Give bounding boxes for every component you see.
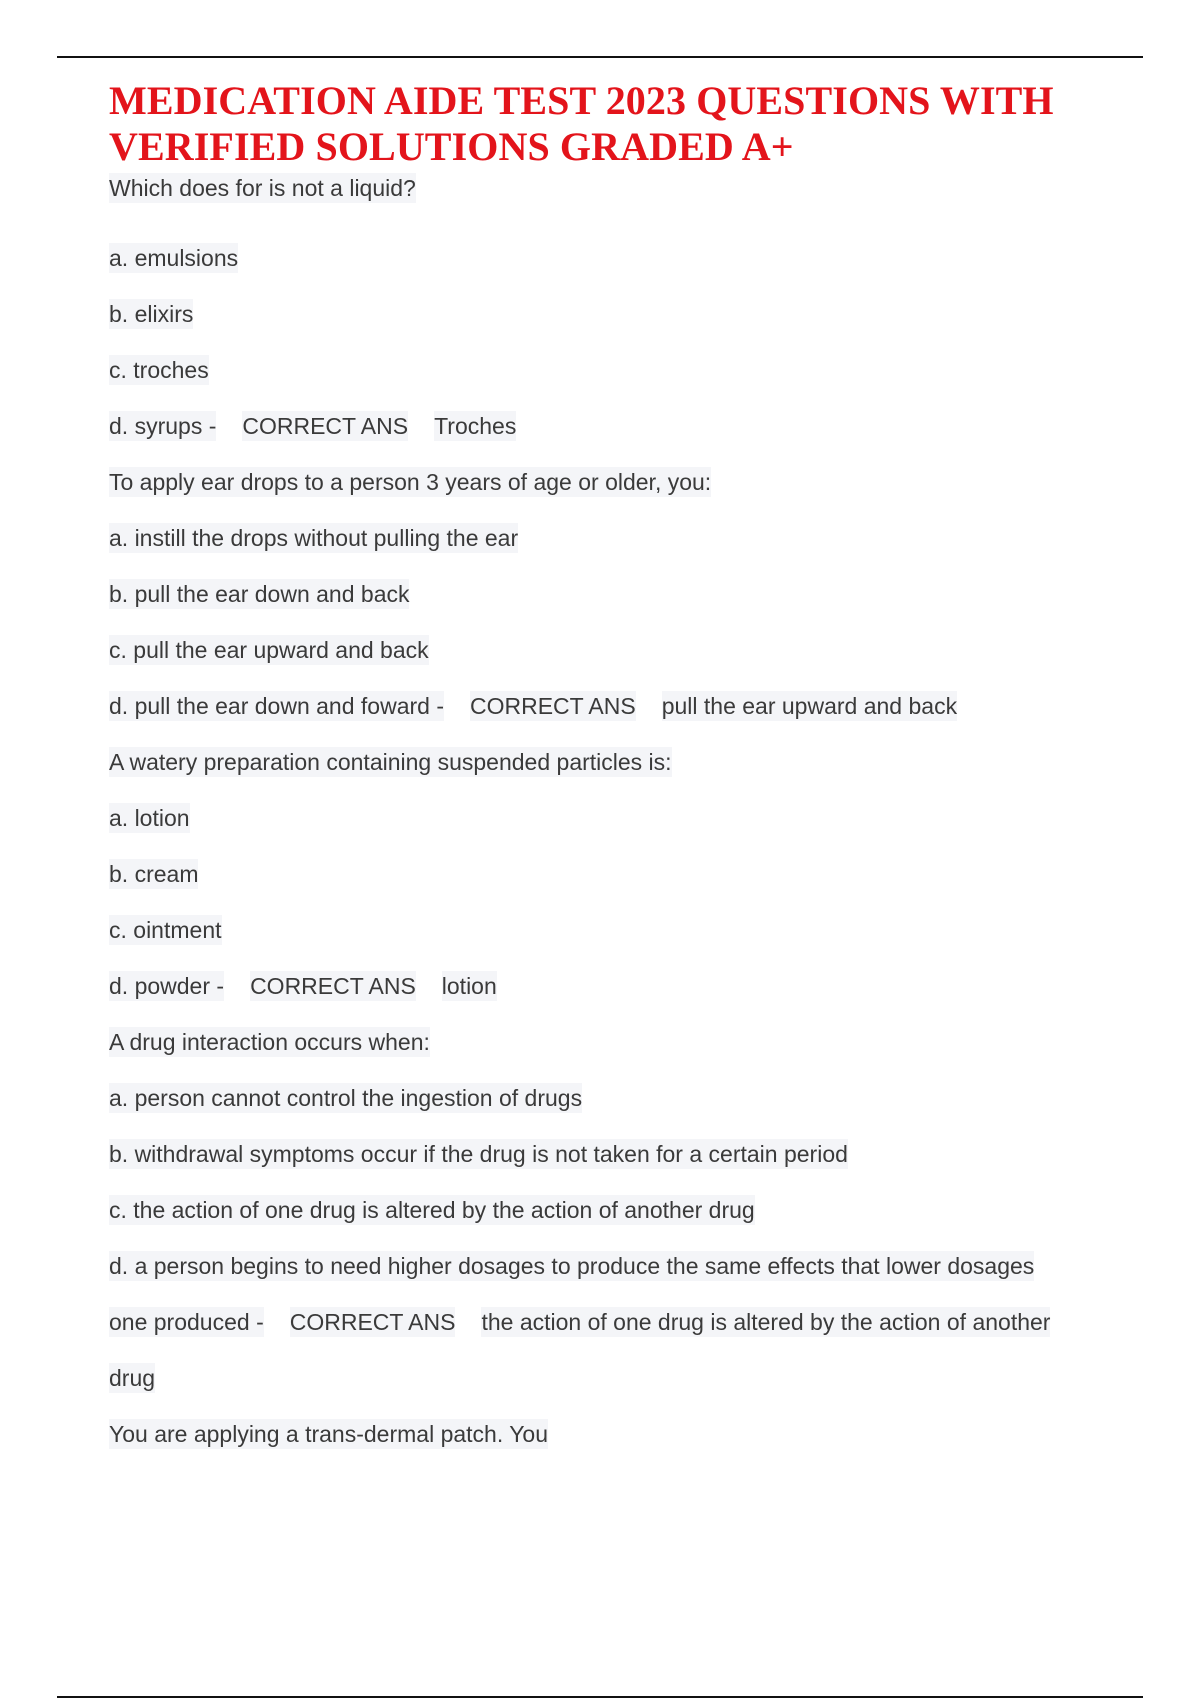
line-text: c. troches [109,357,209,383]
line-text: a. person cannot control the ingestion of drugs [109,1085,583,1111]
line-text: d. pull the ear down and foward - [109,693,444,719]
text-line [109,286,1109,342]
text-line [109,1182,1109,1238]
line-text: b. withdrawal symptoms occur if the drug is not taken for a certain period [109,1141,848,1167]
line-text: You are applying a trans-dermal patch. You [109,1421,549,1447]
text-line [109,1014,1109,1070]
text-line [109,1238,1109,1294]
line-text: A watery preparation containing suspended particles is: [109,749,672,775]
title-line-2: VERIFIED SOLUTIONS GRADED A+ [109,124,794,169]
document-body [109,78,1109,1462]
text-line [109,566,1109,622]
correct-answer-text: pull the ear upward and back [661,693,958,719]
correct-answer-text: lotion [441,973,497,999]
top-rule [57,56,1143,58]
text-line [109,230,1109,286]
correct-answer-tag: CORRECT ANS [289,1309,456,1335]
answer-line [109,1294,1109,1350]
line-text: one produced - [109,1309,264,1335]
correct-answer-text: the action of one drug is altered by the action of another [481,1309,1051,1335]
question-list [109,174,1109,1462]
title-line-1: MEDICATION AIDE TEST 2023 QUESTIONS WITH [109,78,1054,123]
text-line [109,454,1109,510]
line-text: a. emulsions [109,245,239,271]
answer-line [109,678,1109,734]
line-text: To apply ear drops to a person 3 years of age or older, you: [109,469,712,495]
text-line [109,902,1109,958]
text-line [109,1070,1109,1126]
correct-answer-tag: CORRECT ANS [242,413,409,439]
line-text: Which does for is not a liquid? [109,175,416,201]
line-text: d. powder - [109,973,225,999]
line-text: drug [109,1365,156,1391]
text-line [109,734,1109,790]
text-line [109,174,1109,202]
answer-line [109,398,1109,454]
correct-answer-text: Troches [434,413,517,439]
text-line [109,342,1109,398]
line-text: b. cream [109,861,199,887]
line-text: d. a person begins to need higher dosages to produce the same effects that lower dosages [109,1253,1035,1279]
correct-answer-tag: CORRECT ANS [250,973,416,999]
line-text: c. the action of one drug is altered by the action of another drug [109,1197,755,1223]
line-text: a. lotion [109,805,190,831]
line-text: c. pull the ear upward and back [109,637,429,663]
bottom-rule [57,1696,1143,1698]
text-line [109,790,1109,846]
text-line [109,510,1109,566]
line-text: c. ointment [109,917,222,943]
document-title [109,78,1109,170]
line-text: b. pull the ear down and back [109,581,410,607]
text-line [109,1350,1109,1406]
text-line [109,1126,1109,1182]
text-line [109,622,1109,678]
text-line [109,846,1109,902]
line-text: d. syrups - [109,413,217,439]
line-text: A drug interaction occurs when: [109,1029,430,1055]
answer-line [109,958,1109,1014]
correct-answer-tag: CORRECT ANS [469,693,636,719]
line-text: b. elixirs [109,301,194,327]
line-text: a. instill the drops without pulling the ear [109,525,519,551]
text-line [109,1406,1109,1462]
